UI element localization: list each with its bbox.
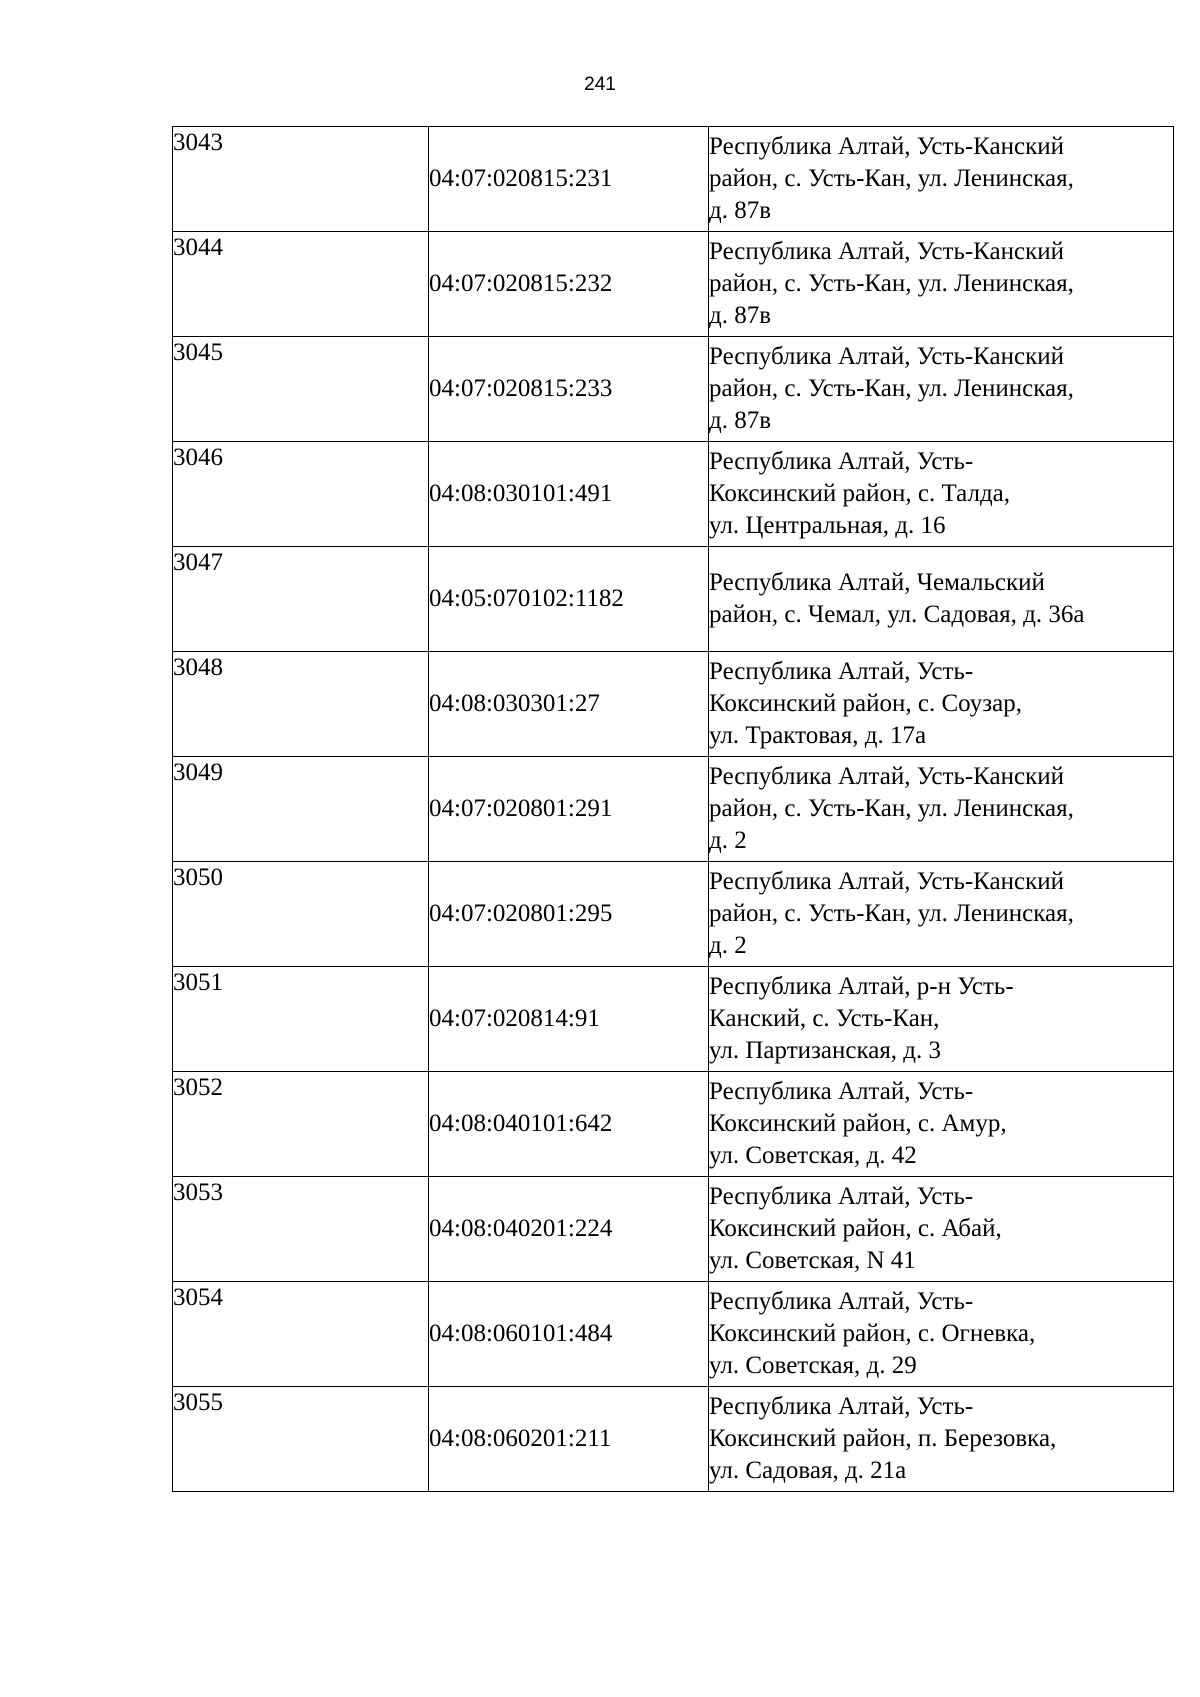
record-number-cell: 3046 [173,442,429,547]
address-text: Республика Алтай, Усть- Коксинский район, п. Березовка, ул. Садовая, д. 21а [709,1393,1057,1484]
table-row [173,547,1174,652]
address-text: Республика Алтай, Чемальский район, с. Чемал, ул. Садовая, д. 36а [709,569,1085,628]
address-cell [709,862,1174,967]
table-row [173,757,1174,862]
address-cell [709,1387,1174,1492]
address-text: Республика Алтай, Усть-Канский район, с. Усть-Кан, ул. Ленинская, д. 87в [709,133,1074,224]
address-text: Республика Алтай, Усть- Коксинский район, с. Огневка, ул. Советская, д. 29 [709,1288,1036,1379]
record-number-cell: 3043 [173,127,429,232]
address-text: Республика Алтай, Усть-Канский район, с. Усть-Кан, ул. Ленинская, д. 87в [709,343,1074,434]
cadastral-number-cell: 04:07:020814:91 [429,967,709,1072]
address-text: Республика Алтай, Усть-Канский район, с. Усть-Кан, ул. Ленинская, д. 2 [709,868,1074,959]
address-cell [709,1282,1174,1387]
record-number-cell: 3051 [173,967,429,1072]
cadastral-number-cell: 04:08:040101:642 [429,1072,709,1177]
cadastral-number-cell: 04:08:030301:27 [429,652,709,757]
table-row [173,1282,1174,1387]
address-text: Республика Алтай, Усть- Коксинский район, с. Соузар, ул. Трактовая, д. 17а [709,658,1022,749]
record-number-cell: 3047 [173,547,429,652]
address-cell [709,1072,1174,1177]
address-cell [709,757,1174,862]
cadastral-number-cell: 04:08:040201:224 [429,1177,709,1282]
table-row [173,967,1174,1072]
address-text: Республика Алтай, Усть- Коксинский район, с. Талда, ул. Центральная, д. 16 [709,448,1011,539]
cadastral-number-cell: 04:07:020815:233 [429,337,709,442]
table-row [173,442,1174,547]
cadastral-number-cell: 04:07:020801:295 [429,862,709,967]
record-number-cell: 3050 [173,862,429,967]
record-number-cell: 3045 [173,337,429,442]
address-cell [709,1177,1174,1282]
table-row [173,1072,1174,1177]
cadastral-number-cell: 04:07:020815:232 [429,232,709,337]
address-cell [709,442,1174,547]
table-row [173,232,1174,337]
table-row [173,652,1174,757]
table-row [173,127,1174,232]
cadastral-number-cell: 04:07:020801:291 [429,757,709,862]
address-text: Республика Алтай, р-н Усть- Канский, с. Усть-Кан, ул. Партизанская, д. 3 [709,973,1014,1064]
address-text: Республика Алтай, Усть-Канский район, с. Усть-Кан, ул. Ленинская, д. 87в [709,238,1074,329]
record-number-cell: 3044 [173,232,429,337]
cadastral-number-cell: 04:08:060201:211 [429,1387,709,1492]
address-cell [709,547,1174,652]
property-registry-table [172,126,1174,1492]
address-cell [709,967,1174,1072]
table-body [173,127,1174,1492]
address-cell [709,652,1174,757]
address-cell [709,127,1174,232]
address-cell [709,232,1174,337]
record-number-cell: 3052 [173,1072,429,1177]
address-text: Республика Алтай, Усть- Коксинский район, с. Абай, ул. Советская, N 41 [709,1183,1002,1274]
page-number: 241 [584,74,616,95]
cadastral-number-cell: 04:08:060101:484 [429,1282,709,1387]
table-row [173,1177,1174,1282]
table-row [173,862,1174,967]
table-row [173,1387,1174,1492]
record-number-cell: 3053 [173,1177,429,1282]
address-text: Республика Алтай, Усть- Коксинский район, с. Амур, ул. Советская, д. 42 [709,1078,1007,1169]
record-number-cell: 3054 [173,1282,429,1387]
table-row [173,337,1174,442]
cadastral-number-cell: 04:07:020815:231 [429,127,709,232]
record-number-cell: 3049 [173,757,429,862]
address-cell [709,337,1174,442]
record-number-cell: 3048 [173,652,429,757]
address-text: Республика Алтай, Усть-Канский район, с. Усть-Кан, ул. Ленинская, д. 2 [709,763,1074,854]
cadastral-number-cell: 04:08:030101:491 [429,442,709,547]
record-number-cell: 3055 [173,1387,429,1492]
cadastral-number-cell: 04:05:070102:1182 [429,547,709,652]
